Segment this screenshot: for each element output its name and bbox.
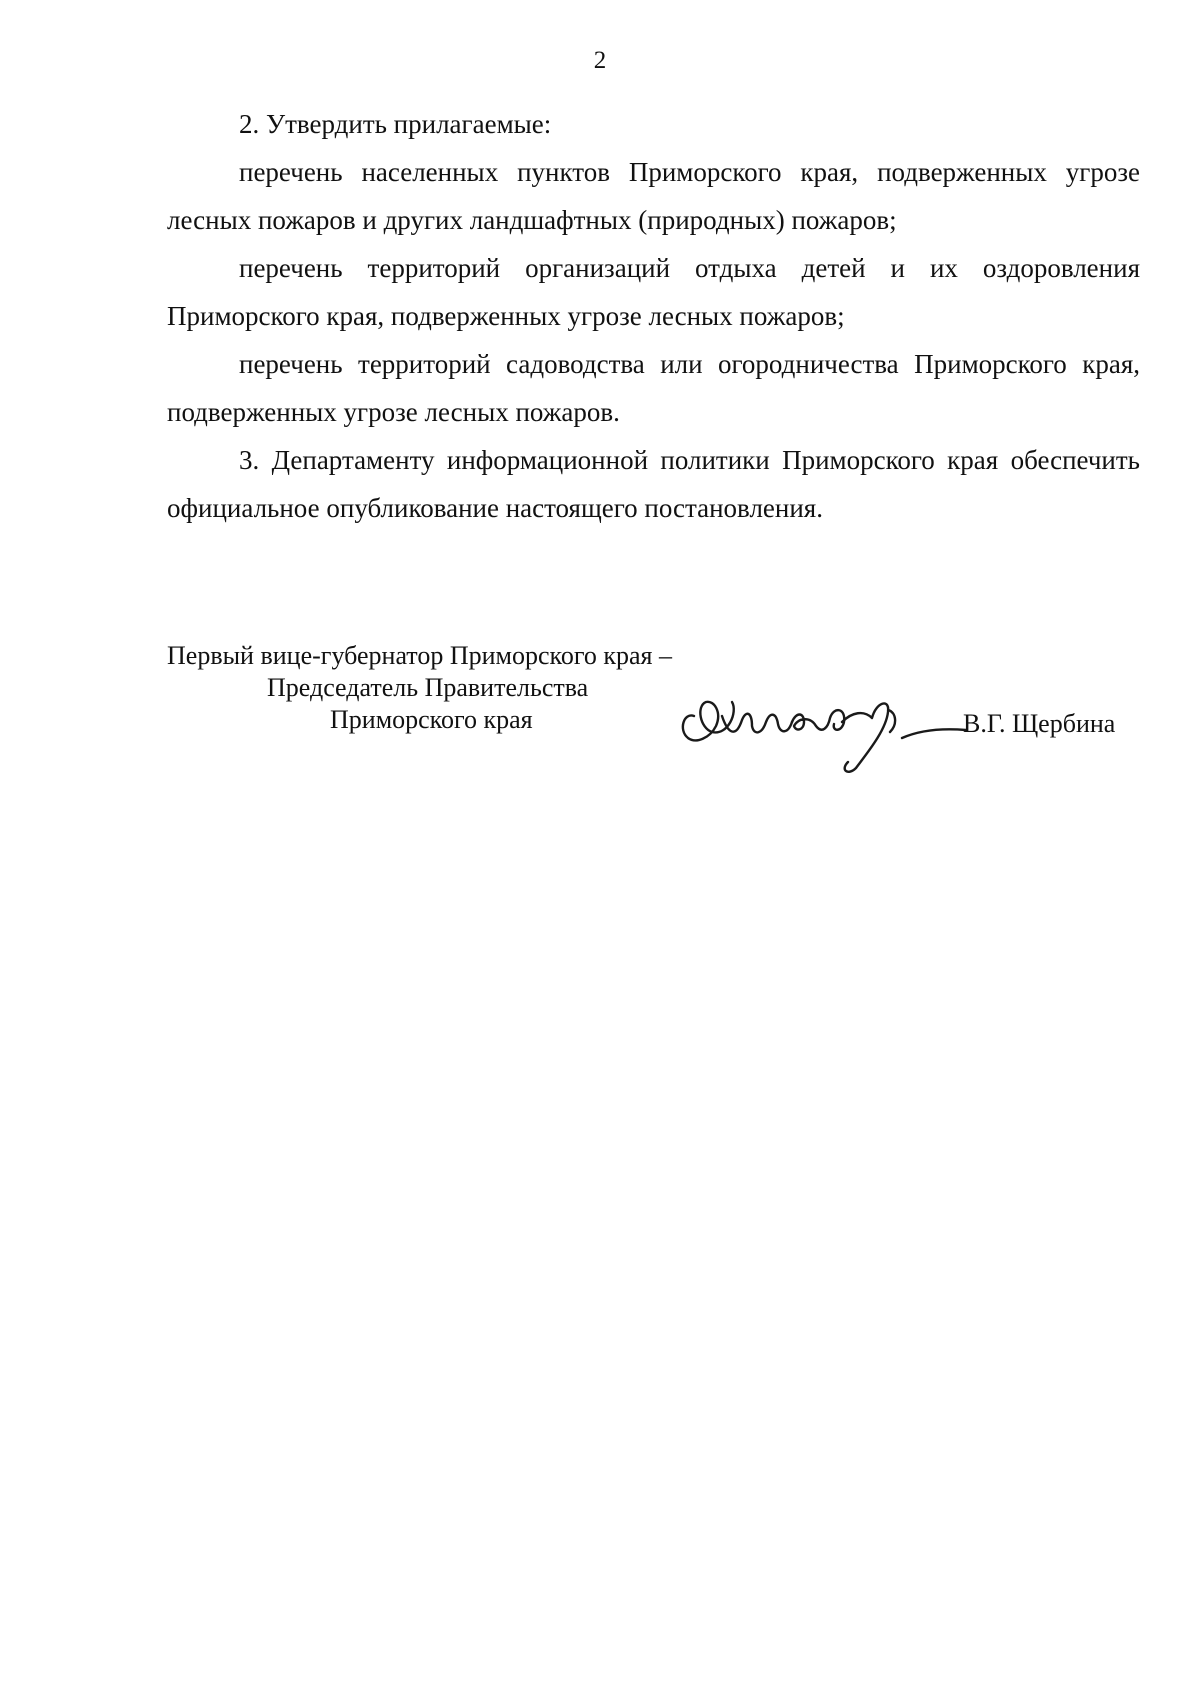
- signatory-title: [167, 640, 672, 736]
- page-number: 2: [593, 47, 607, 74]
- paragraph-approve: 2. Утвердить прилагаемые:: [239, 109, 552, 139]
- signatory-title-line-3: Приморского края: [330, 705, 533, 734]
- paragraph-children-camps-list: перечень территорий организаций отдыха детей и их оздоровления Приморского края, подверженных угрозе лесных пожаров;: [167, 253, 1140, 331]
- paragraph-gardening-list: перечень территорий садоводства или огородничества Приморского края, подверженных угрозе лесных пожаров.: [167, 349, 1140, 427]
- signatory-title-line-1: Первый вице-губернатор Приморского края –: [167, 641, 672, 670]
- handwritten-signature: [676, 672, 966, 780]
- signatory-title-line-2: Председатель Правительства: [267, 673, 589, 702]
- paragraph-settlements-list: перечень населенных пунктов Приморского края, подверженных угрозе лесных пожаров и других ландшафтных (природных) пожаров;: [167, 157, 1140, 235]
- document-body: [167, 100, 1140, 532]
- paragraph-publication: 3. Департаменту информационной политики Приморского края обеспечить официальное опубликование настоящего постановления.: [167, 445, 1140, 523]
- signatory-name: В.Г. Щербина: [963, 709, 1116, 738]
